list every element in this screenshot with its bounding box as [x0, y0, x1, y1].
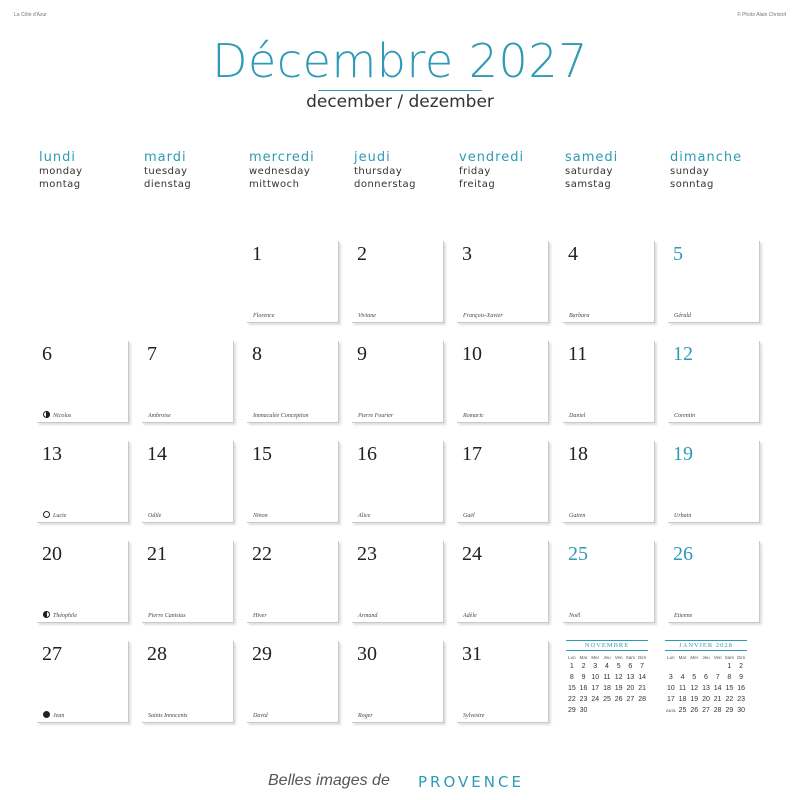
- day-number: 6: [42, 343, 52, 365]
- saint-label: Adèle: [463, 613, 477, 619]
- saint-name: [674, 613, 692, 619]
- day-cell: [668, 341, 760, 423]
- saint-name: [253, 413, 308, 419]
- mini-day: [613, 705, 625, 716]
- day-cell: [352, 341, 444, 423]
- mini-day: 25: [678, 707, 687, 714]
- mini-day: 28: [713, 707, 722, 714]
- saint-label: Etienne: [674, 613, 693, 619]
- saint-name: [43, 611, 77, 619]
- weekday-de: mittwoch: [249, 179, 300, 190]
- weekday-fr: lundi: [39, 150, 76, 165]
- saint-label: Ambroise: [148, 413, 171, 419]
- saint-label: Sylvestre: [463, 713, 485, 719]
- saint-name: [253, 713, 268, 719]
- mini-day: 10: [666, 685, 675, 692]
- day-number: 15: [252, 443, 272, 465]
- day-number: 13: [42, 443, 62, 465]
- mini-day: 24/31: [665, 707, 676, 713]
- weekday-fr: samedi: [565, 150, 619, 165]
- saint-label: Jean: [53, 713, 65, 719]
- mini-day: 18: [678, 696, 687, 703]
- mini-day: 5: [616, 663, 621, 670]
- day-cell: [142, 541, 234, 623]
- day-cell: [457, 641, 549, 723]
- mini-day: 4: [605, 663, 609, 670]
- mini-day: 18: [603, 685, 611, 692]
- weekday-en: thursday: [354, 166, 403, 177]
- saint-label: François-Xavier: [463, 313, 503, 319]
- day-cell: [247, 641, 339, 723]
- saint-name: [358, 413, 393, 419]
- mini-day: 26: [690, 707, 699, 714]
- saint-name: [569, 613, 580, 619]
- saint-name: [358, 613, 377, 619]
- mini-day: 21: [713, 696, 722, 703]
- saint-name: [569, 313, 589, 319]
- mini-day: 19: [690, 696, 699, 703]
- mini-day: 29: [725, 707, 734, 714]
- mini-calendar-title: JANVIER 2028: [665, 640, 747, 651]
- day-cell: [352, 441, 444, 523]
- day-number: 29: [252, 643, 272, 665]
- saint-label: Lucie: [53, 513, 67, 519]
- weekday-header: [249, 150, 354, 191]
- photo-credit: © Photo Alain Christof: [737, 12, 786, 18]
- day-number: 27: [42, 643, 62, 665]
- saint-name: [463, 313, 503, 319]
- day-cell: [37, 541, 129, 623]
- footer-tagline: Belles images de: [268, 772, 390, 789]
- day-number: 12: [673, 343, 693, 365]
- saint-name: [569, 413, 585, 419]
- mini-day: 12: [690, 685, 699, 692]
- mini-weekday: Jeu: [702, 654, 710, 660]
- mini-day: 11: [603, 674, 611, 681]
- mini-day: 23: [737, 696, 745, 703]
- saint-name: [358, 513, 370, 519]
- mini-day: 30: [737, 707, 745, 714]
- mini-calendar-january: [665, 640, 747, 716]
- day-cell: [668, 541, 760, 623]
- day-number: 16: [357, 443, 377, 465]
- mini-day: 29: [567, 707, 576, 714]
- publisher-note: La Côte d'Azur: [14, 12, 47, 18]
- saint-label: Immaculée Conception: [253, 413, 309, 419]
- weekday-en: sunday: [670, 166, 710, 177]
- saint-label: Barbara: [569, 313, 590, 319]
- day-cell: [142, 341, 234, 423]
- weekday-fr: vendredi: [459, 150, 525, 165]
- mini-day: 27: [702, 707, 710, 714]
- mini-day: 5: [692, 674, 697, 681]
- saint-name: [253, 613, 267, 619]
- mini-day: 9: [581, 674, 586, 681]
- day-cell: [668, 441, 760, 523]
- weekday-header: [39, 150, 144, 191]
- weekday-fr: mardi: [144, 150, 187, 165]
- mini-day: 14: [713, 685, 722, 692]
- weekday-header: [459, 150, 564, 191]
- weekday-en: wednesday: [249, 166, 311, 177]
- saint-label: Pierre Fourier: [358, 413, 394, 419]
- saint-label: Noël: [569, 613, 581, 619]
- saint-name: [253, 513, 268, 519]
- mini-day: 30: [579, 707, 588, 714]
- day-number: 28: [147, 643, 167, 665]
- saint-label: Odile: [148, 513, 162, 519]
- mini-day: 8: [569, 674, 574, 681]
- mini-calendar-table: [665, 653, 747, 716]
- weekday-en: friday: [459, 166, 491, 177]
- day-cell: [457, 441, 549, 523]
- day-number: 3: [462, 243, 472, 265]
- mini-day: 17: [666, 696, 675, 703]
- mini-calendar-table: [566, 653, 648, 716]
- saint-name: [148, 613, 186, 619]
- day-cell: [563, 341, 655, 423]
- mini-day: 25: [603, 696, 611, 703]
- mini-weekday: Lun: [568, 654, 576, 660]
- weekday-de: donnerstag: [354, 179, 417, 190]
- day-number: 23: [357, 543, 377, 565]
- mini-day: [601, 705, 613, 716]
- day-number: 19: [673, 443, 693, 465]
- day-number: 22: [252, 543, 272, 565]
- day-number: 11: [568, 343, 588, 365]
- day-cell: [457, 341, 549, 423]
- mini-day: [700, 661, 712, 672]
- first-quarter-moon-icon: [43, 411, 50, 418]
- day-cell: [247, 341, 339, 423]
- day-cell: [352, 541, 444, 623]
- mini-weekday: Lun: [667, 654, 675, 660]
- saint-name: [148, 513, 161, 519]
- mini-day: 2: [739, 663, 744, 670]
- weekday-en: saturday: [565, 166, 613, 177]
- weekday-en: monday: [39, 166, 83, 177]
- mini-day: 14: [638, 674, 646, 681]
- weekday-header: [670, 150, 775, 191]
- mini-day: 13: [626, 674, 635, 681]
- mini-day: 26: [614, 696, 623, 703]
- mini-day: 6: [628, 663, 633, 670]
- weekday-fr: jeudi: [354, 150, 391, 165]
- saint-label: Viviane: [358, 313, 376, 319]
- weekday-de: freitag: [459, 179, 496, 190]
- day-cell: [142, 641, 234, 723]
- mini-day: 1: [727, 663, 732, 670]
- mini-weekday: Mar: [678, 654, 687, 660]
- mini-day: 17: [591, 685, 600, 692]
- day-cell: [37, 341, 129, 423]
- weekday-header: [565, 150, 670, 191]
- mini-day: 13: [702, 685, 710, 692]
- mini-day: [712, 661, 724, 672]
- saint-label: Saints Innocents: [148, 713, 188, 719]
- mini-day: 6: [704, 674, 708, 681]
- saint-name: [674, 413, 695, 419]
- mini-day: 9: [739, 674, 744, 681]
- mini-day: 3: [668, 674, 673, 681]
- footer-brand: PROVENCE: [418, 773, 524, 791]
- mini-day: 22: [725, 696, 734, 703]
- saint-label: Armand: [358, 613, 378, 619]
- day-number: 7: [147, 343, 157, 365]
- mini-weekday: Ven: [713, 654, 722, 660]
- last-quarter-moon-icon: [43, 611, 50, 618]
- day-cell: [37, 441, 129, 523]
- mini-day: [688, 661, 700, 672]
- day-number: 14: [147, 443, 167, 465]
- weekday-fr: dimanche: [670, 150, 743, 165]
- mini-weekday: Sam: [625, 654, 635, 660]
- mini-day: 16: [579, 685, 588, 692]
- weekday-de: sonntag: [670, 179, 714, 190]
- mini-day: 21: [638, 685, 646, 692]
- mini-weekday: Jeu: [603, 654, 611, 660]
- day-number: 5: [673, 243, 683, 265]
- mini-day: 24: [591, 696, 600, 703]
- day-cell: [247, 441, 339, 523]
- mini-day: 2: [581, 663, 586, 670]
- day-cell: [352, 641, 444, 723]
- day-number: 17: [462, 443, 482, 465]
- day-number: 30: [357, 643, 377, 665]
- mini-day: 1: [569, 663, 574, 670]
- mini-day: 27: [626, 696, 635, 703]
- mini-day: 15: [567, 685, 576, 692]
- day-number: 8: [252, 343, 262, 365]
- saint-label: Pierre Canisius: [148, 613, 186, 619]
- saint-name: [463, 513, 475, 519]
- new-moon-icon: [43, 711, 50, 718]
- mini-day: 20: [702, 696, 710, 703]
- mini-day: [665, 661, 677, 672]
- day-number: 21: [147, 543, 167, 565]
- day-cell: [352, 241, 444, 323]
- mini-day: 16: [737, 685, 745, 692]
- saint-name: [148, 413, 171, 419]
- month-subtitle: december / dezember: [306, 92, 494, 112]
- day-cell: [563, 541, 655, 623]
- mini-day: 7: [715, 674, 720, 681]
- title-underline: [318, 90, 482, 91]
- saint-name: [674, 513, 691, 519]
- saint-name: [43, 711, 64, 719]
- saint-label: David: [253, 713, 268, 719]
- weekday-en: tuesday: [144, 166, 188, 177]
- mini-calendar-november: [566, 640, 648, 716]
- mini-day: 23: [579, 696, 588, 703]
- saint-label: Daniel: [569, 413, 586, 419]
- day-number: 2: [357, 243, 367, 265]
- mini-day: 4: [680, 674, 685, 681]
- day-number: 1: [252, 243, 262, 265]
- mini-weekday: Dim: [737, 654, 746, 660]
- day-cell: [37, 641, 129, 723]
- saint-name: [674, 313, 691, 319]
- weekday-fr: mercredi: [249, 150, 315, 165]
- mini-day: 22: [567, 696, 576, 703]
- mini-day: [589, 705, 601, 716]
- saint-label: Alice: [358, 513, 371, 519]
- saint-name: [148, 713, 188, 719]
- day-number: 18: [568, 443, 588, 465]
- mini-day: 15: [725, 685, 734, 692]
- saint-label: Roger: [358, 713, 373, 719]
- mini-weekday: Sam: [724, 654, 734, 660]
- mini-weekday: Ven: [614, 654, 623, 660]
- day-number: 31: [462, 643, 482, 665]
- mini-weekday: Mer: [591, 654, 600, 660]
- saint-name: [463, 413, 484, 419]
- month-title: Décembre 2027: [212, 34, 588, 88]
- day-number: 10: [462, 343, 482, 365]
- full-moon-icon: [43, 511, 50, 518]
- mini-day: 8: [727, 674, 732, 681]
- day-number: 20: [42, 543, 62, 565]
- saint-label: Gérald: [674, 313, 691, 319]
- saint-name: [358, 313, 376, 319]
- day-cell: [247, 241, 339, 323]
- day-number: 25: [568, 543, 588, 565]
- day-cell: [142, 441, 234, 523]
- mini-day: 10: [591, 674, 600, 681]
- saint-label: Théophile: [53, 613, 77, 619]
- day-number: 9: [357, 343, 367, 365]
- mini-day: 28: [638, 696, 646, 703]
- saint-label: Hiver: [253, 613, 267, 619]
- day-cell: [563, 241, 655, 323]
- mini-day: 11: [678, 685, 687, 692]
- mini-day: 3: [593, 663, 598, 670]
- saint-label: Ninon: [253, 513, 268, 519]
- mini-day: [625, 705, 637, 716]
- mini-day: [636, 705, 648, 716]
- saint-name: [569, 513, 585, 519]
- weekday-header: [354, 150, 459, 191]
- weekday-de: samstag: [565, 179, 612, 190]
- mini-weekday: Mar: [579, 654, 588, 660]
- mini-day: [677, 661, 689, 672]
- saint-name: [358, 713, 373, 719]
- saint-name: [463, 713, 484, 719]
- saint-name: [43, 411, 71, 419]
- day-cell: [457, 541, 549, 623]
- saint-label: Gaël: [463, 513, 475, 519]
- day-number: 4: [568, 243, 578, 265]
- saint-name: [463, 613, 477, 619]
- weekday-header: [144, 150, 249, 191]
- saint-label: Urbain: [674, 513, 692, 519]
- saint-label: Gatien: [569, 513, 586, 519]
- saint-label: Corentin: [674, 413, 696, 419]
- saint-label: Romaric: [463, 413, 484, 419]
- saint-name: [253, 313, 274, 319]
- mini-day: 12: [614, 674, 623, 681]
- weekday-de: montag: [39, 179, 81, 190]
- mini-day: 19: [614, 685, 623, 692]
- weekday-de: dienstag: [144, 179, 192, 190]
- day-number: 24: [462, 543, 482, 565]
- saint-label: Florence: [253, 313, 275, 319]
- day-number: 26: [673, 543, 693, 565]
- day-cell: [668, 241, 760, 323]
- footer: [0, 772, 800, 796]
- day-cell: [247, 541, 339, 623]
- mini-day: 20: [626, 685, 635, 692]
- mini-weekday: Dim: [638, 654, 647, 660]
- day-cell: [457, 241, 549, 323]
- mini-weekday: Mer: [690, 654, 699, 660]
- mini-day: 7: [640, 663, 645, 670]
- day-cell: [563, 441, 655, 523]
- saint-label: Nicolas: [53, 413, 72, 419]
- saint-name: [43, 511, 66, 519]
- mini-calendar-title: NOVEMBRE: [566, 640, 648, 651]
